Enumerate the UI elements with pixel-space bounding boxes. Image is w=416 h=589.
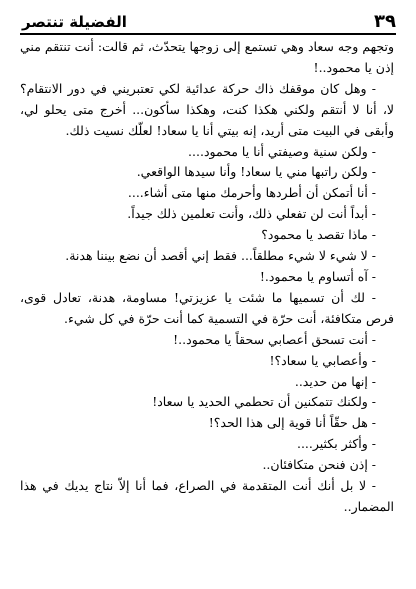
paragraph: - لا بل أنك أنت المتقدمة في الصراع، فما أنا إلاّ نتاج يديك في هذا المضمار.. bbox=[20, 478, 394, 514]
paragraph: - إذن فنحن متكافئان.. bbox=[262, 457, 376, 473]
paragraph: - لك أن تسميها ما شئت يا عزيزتي! مساومة، هدنة، تعادل قوى، فرص متكافئة، أنت حرّة في التسمية كما أنت حرّة في كل شيء. bbox=[20, 289, 394, 326]
paragraph: - ولكنك تتمكنين أن تحطمي الحديد يا سعاد! bbox=[152, 394, 376, 410]
paragraph: - وأعصابي يا سعاد؟! bbox=[269, 352, 376, 368]
page-header bbox=[22, 6, 396, 32]
paragraph: - ولكن راتبها مني يا سعاد! وأنا سيدها الواقعي. bbox=[136, 164, 376, 180]
paragraph: - هل حقّاً أنا قوية إلى هذا الحد؟! bbox=[208, 415, 376, 431]
running-title: الفضيلة تنتصر bbox=[22, 13, 127, 31]
header-divider bbox=[20, 33, 396, 35]
body-text bbox=[20, 37, 394, 518]
paragraph: - أنت تسحق أعصابي سحقاً يا محمود..! bbox=[173, 331, 376, 347]
paragraph: - ولكن سنية وصيفتي أنا يا محمود.... bbox=[188, 143, 376, 159]
paragraph: وتجهم وجه سعاد وهي تستمع إلى زوجها يتحدّث، ثم قالت: أنت تنتقم مني إذن يا محمود..! bbox=[20, 39, 394, 75]
paragraph: - أبداً أنت لن تفعلي ذلك، وأنت تعلمين ذلك جيداً. bbox=[127, 206, 376, 222]
paragraph: - آه أتساوم يا محمود.! bbox=[259, 268, 376, 284]
paragraph: - أنا أتمكن أن أطردها وأحرمك منها متى أشاء.... bbox=[127, 185, 376, 201]
page-number: ٣٩ bbox=[374, 11, 396, 32]
paragraph: - إنها من حديد.. bbox=[294, 373, 376, 389]
paragraph: - لا شيء لا شيء مطلقاً... فقط إني أقصد أن نضع بيننا هدنة. bbox=[65, 248, 376, 264]
paragraph: - وهل كان موقفك ذاك حركة عدائية لكي تعتبريني في دور الانتقام؟ لا، أنا لا أنتقم ولكني هكذا كنت، وهكذا سأكون... أخرج متى يحلو لي، وأبقى في البيت متى أريد، إنه بيتي أنا يا سعاد! لعلّك نسيت ذلك. bbox=[20, 80, 394, 138]
paragraph: - وأكثر بكثير.... bbox=[296, 436, 376, 452]
paragraph: - ماذا تقصد يا محمود؟ bbox=[261, 227, 376, 243]
